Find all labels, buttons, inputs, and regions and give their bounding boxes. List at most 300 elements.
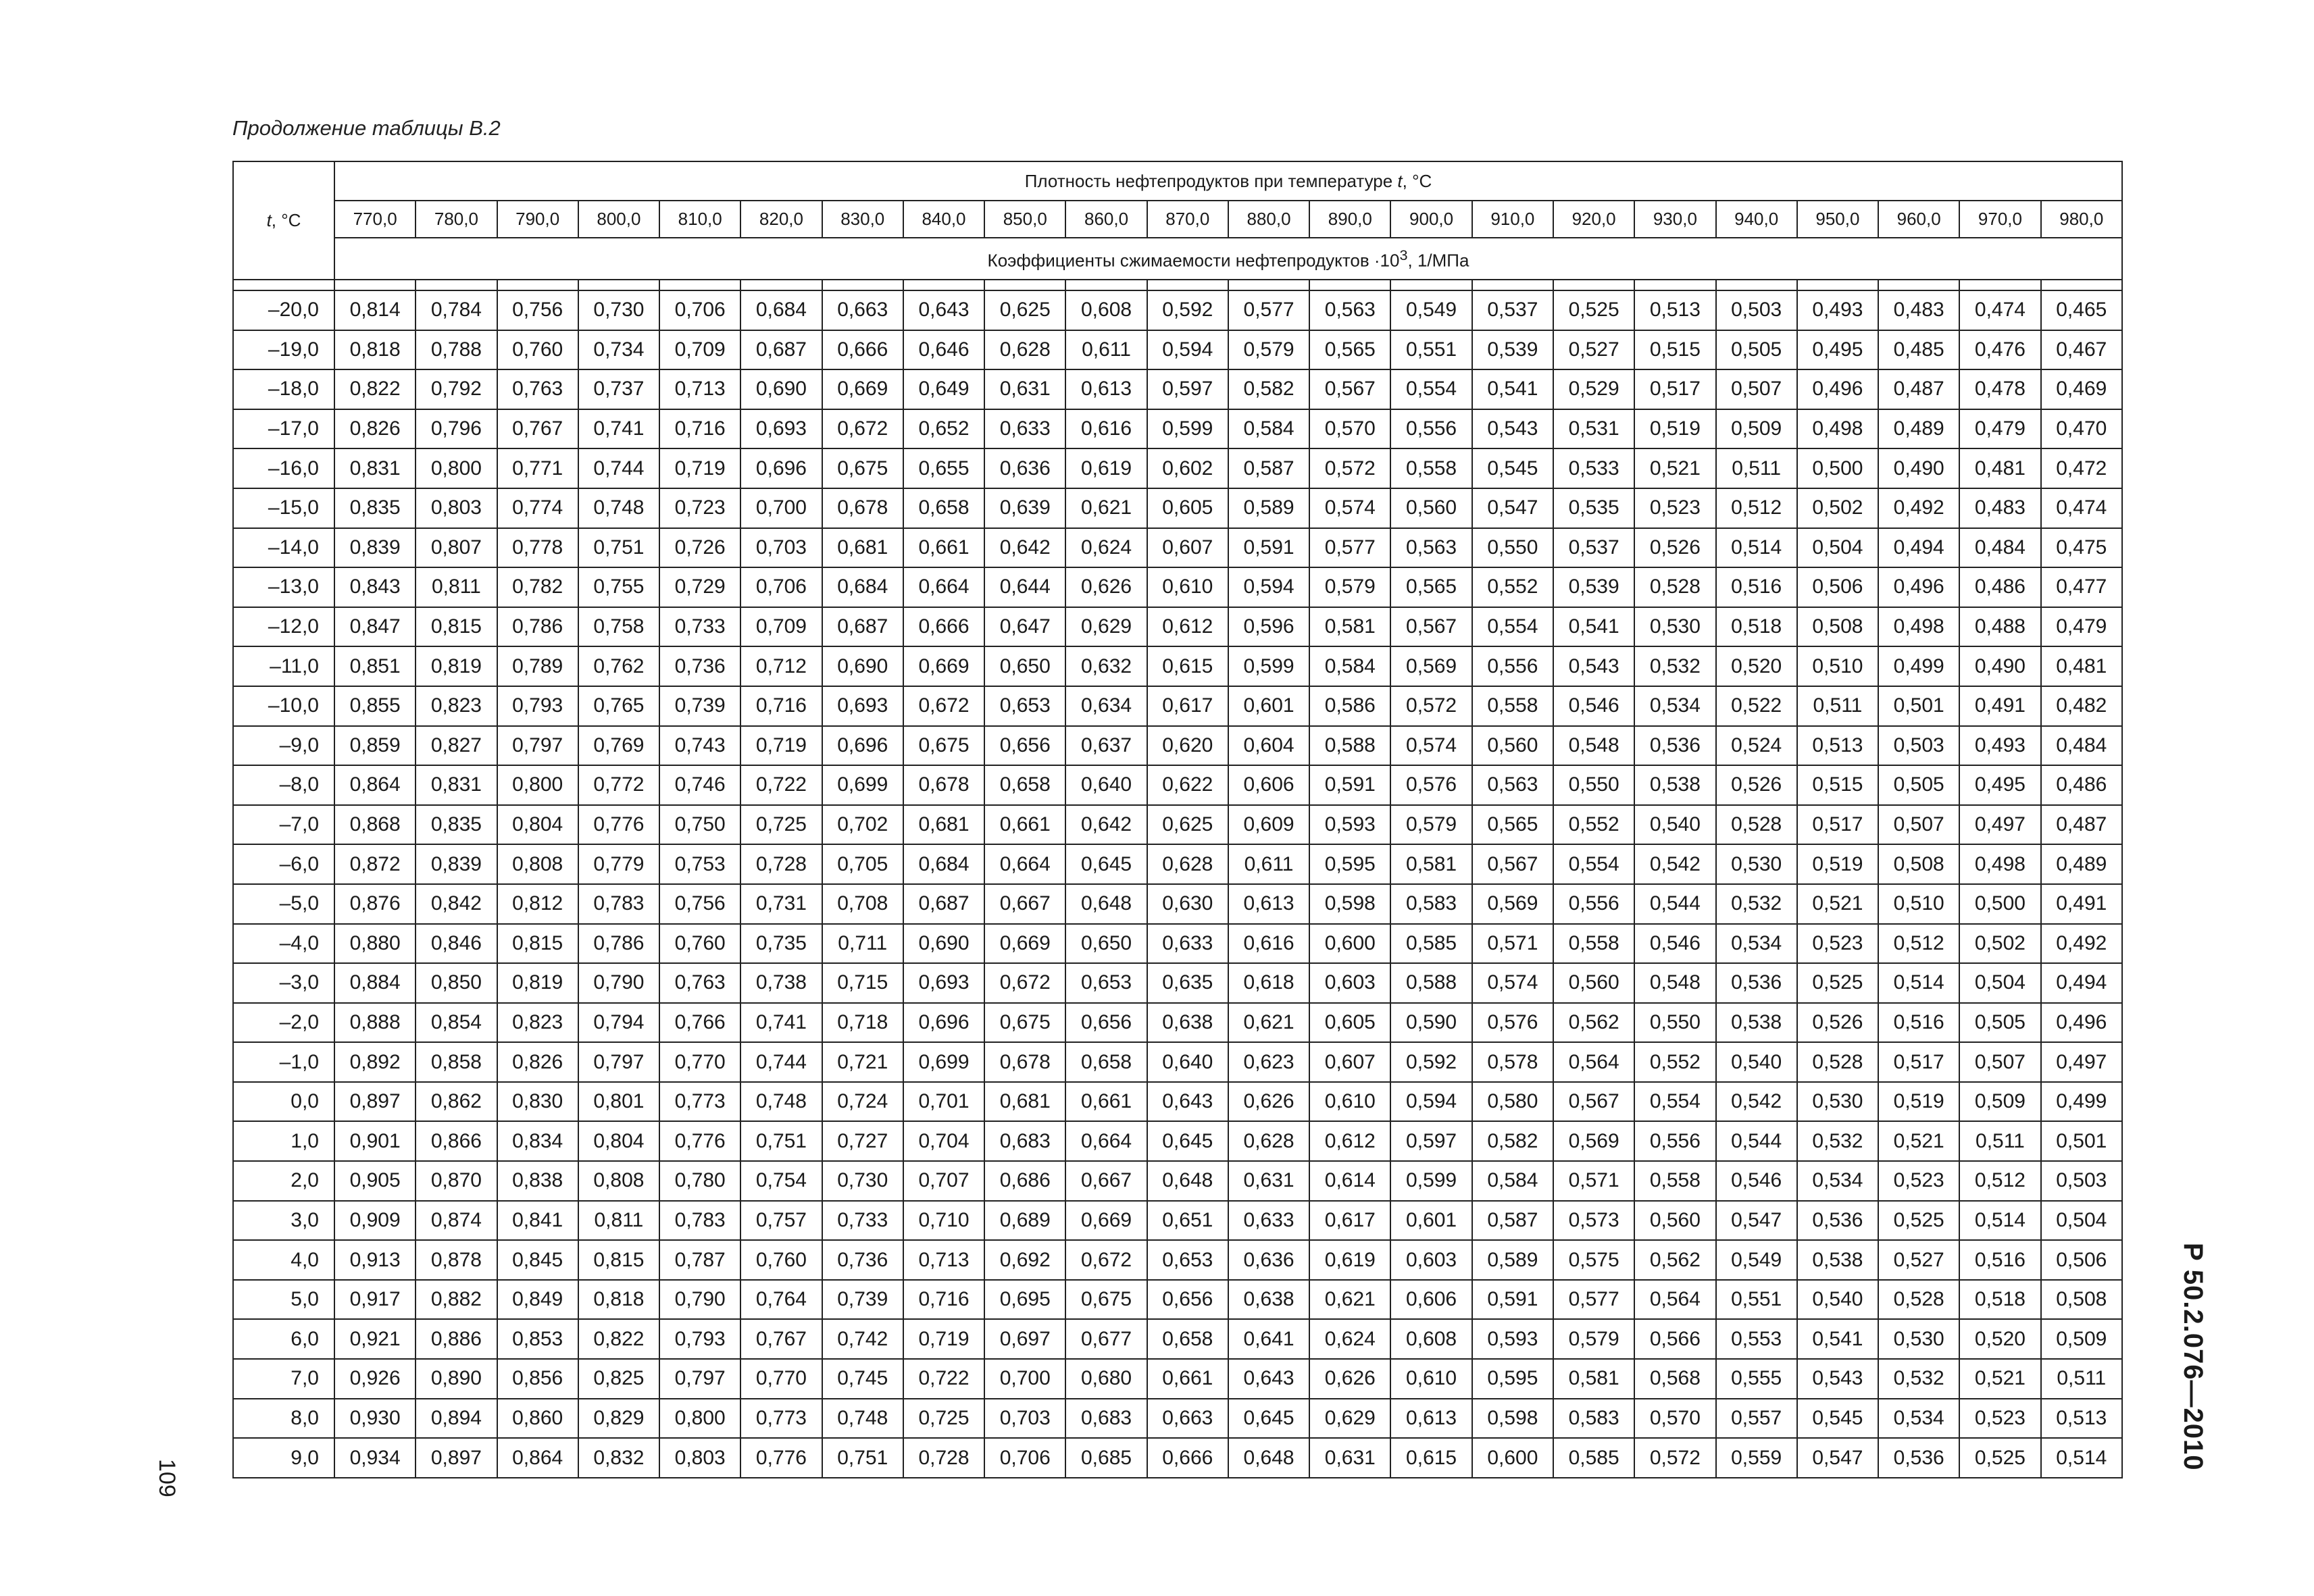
separator-cell (740, 280, 822, 290)
coefficient-cell: 0,496 (2041, 1003, 2122, 1043)
coefficient-cell: 0,675 (1065, 1280, 1147, 1320)
coefficient-cell: 0,733 (659, 607, 740, 647)
coefficient-cell: 0,741 (578, 409, 659, 449)
coefficient-cell: 0,681 (903, 805, 984, 845)
coefficient-cell: 0,494 (2041, 963, 2122, 1003)
temperature-cell: –13,0 (233, 567, 334, 607)
coefficient-cell: 0,565 (1472, 805, 1553, 845)
coefficient-cell: 0,884 (334, 963, 416, 1003)
coefficient-cell: 0,888 (334, 1003, 416, 1043)
temperature-cell: –10,0 (233, 686, 334, 726)
coefficient-cell: 0,864 (497, 1438, 578, 1478)
temperature-cell: –20,0 (233, 290, 334, 330)
coefficient-cell: 0,681 (822, 528, 903, 568)
table-row (233, 1280, 2122, 1320)
coefficient-cell: 0,508 (1797, 607, 1878, 647)
table-row (233, 963, 2122, 1003)
coefficient-cell: 0,574 (1309, 488, 1390, 528)
coefficient-cell: 0,770 (659, 1042, 740, 1082)
coefficient-cell: 0,631 (1228, 1161, 1309, 1201)
coefficient-cell: 0,730 (578, 290, 659, 330)
coefficient-cell: 0,808 (497, 844, 578, 884)
coefficient-cell: 0,506 (2041, 1240, 2122, 1280)
coefficient-cell: 0,564 (1634, 1280, 1715, 1320)
coefficient-cell: 0,507 (1878, 805, 1959, 845)
coefficient-cell: 0,596 (1228, 607, 1309, 647)
coefficient-cell: 0,633 (1228, 1201, 1309, 1241)
coefficient-cell: 0,719 (740, 726, 822, 766)
coefficient-cell: 0,510 (1797, 646, 1878, 686)
coefficient-cell: 0,511 (2041, 1359, 2122, 1399)
table-row (233, 844, 2122, 884)
coefficient-cell: 0,581 (1309, 607, 1390, 647)
coefficient-cell: 0,765 (578, 686, 659, 726)
coefficient-cell: 0,550 (1472, 528, 1553, 568)
coefficient-cell: 0,843 (334, 567, 416, 607)
coefficient-cell: 0,628 (984, 330, 1065, 370)
coefficient-cell: 0,690 (740, 369, 822, 409)
coefficient-cell: 0,486 (1959, 567, 2040, 607)
coefficient-cell: 0,492 (1878, 488, 1959, 528)
coefficient-cell: 0,594 (1147, 330, 1228, 370)
coefficient-cell: 0,560 (1472, 726, 1553, 766)
coefficient-cell: 0,536 (1716, 963, 1797, 1003)
coefficient-cell: 0,829 (578, 1399, 659, 1439)
coefficient-cell: 0,511 (1797, 686, 1878, 726)
coefficient-cell: 0,686 (984, 1161, 1065, 1201)
coefficient-cell: 0,599 (1228, 646, 1309, 686)
table-row (233, 1399, 2122, 1439)
coefficient-cell: 0,757 (740, 1201, 822, 1241)
coefficient-cell: 0,519 (1634, 409, 1715, 449)
coefficient-cell: 0,520 (1716, 646, 1797, 686)
coefficient-cell: 0,784 (416, 290, 497, 330)
coefficient-cell: 0,472 (2041, 448, 2122, 488)
coefficient-cell: 0,587 (1228, 448, 1309, 488)
density-value: 830,0 (822, 201, 903, 238)
coefficient-cell: 0,564 (1553, 1042, 1634, 1082)
coefficient-cell: 0,779 (578, 844, 659, 884)
coefficient-cell: 0,577 (1228, 290, 1309, 330)
table-row (233, 1161, 2122, 1201)
coefficient-cell: 0,626 (1228, 1082, 1309, 1122)
coefficient-cell: 0,598 (1309, 884, 1390, 924)
coefficient-cell: 0,571 (1472, 924, 1553, 964)
coefficient-cell: 0,880 (334, 924, 416, 964)
coefficient-cell: 0,870 (416, 1161, 497, 1201)
coefficient-cell: 0,628 (1228, 1121, 1309, 1161)
coefficient-cell: 0,608 (1390, 1319, 1472, 1359)
coefficient-cell: 0,835 (334, 488, 416, 528)
coefficient-cell: 0,613 (1065, 369, 1147, 409)
coefficient-cell: 0,527 (1553, 330, 1634, 370)
coefficient-cell: 0,528 (1716, 805, 1797, 845)
coefficient-cell: 0,644 (984, 567, 1065, 607)
coefficient-cell: 0,613 (1228, 884, 1309, 924)
coefficient-cell: 0,523 (1959, 1399, 2040, 1439)
coefficient-cell: 0,661 (903, 528, 984, 568)
coefficient-cell: 0,664 (984, 844, 1065, 884)
coefficient-cell: 0,562 (1634, 1240, 1715, 1280)
density-value: 970,0 (1959, 201, 2040, 238)
coefficient-cell: 0,678 (822, 488, 903, 528)
coefficient-cell: 0,780 (659, 1161, 740, 1201)
coefficient-cell: 0,499 (1878, 646, 1959, 686)
coefficient-cell: 0,675 (984, 1003, 1065, 1043)
coefficient-cell: 0,638 (1228, 1280, 1309, 1320)
coefficient-cell: 0,756 (497, 290, 578, 330)
temperature-cell: –17,0 (233, 409, 334, 449)
coefficient-cell: 0,878 (416, 1240, 497, 1280)
coefficient-cell: 0,545 (1472, 448, 1553, 488)
coefficient-cell: 0,625 (984, 290, 1065, 330)
table-row (233, 1003, 2122, 1043)
coefficient-cell: 0,704 (903, 1121, 984, 1161)
table-row (233, 528, 2122, 568)
separator-cell (233, 280, 334, 290)
coefficient-cell: 0,666 (1147, 1438, 1228, 1478)
coefficient-cell: 0,484 (2041, 726, 2122, 766)
coefficient-cell: 0,493 (1797, 290, 1878, 330)
temperature-cell: –2,0 (233, 1003, 334, 1043)
coefficient-cell: 0,797 (659, 1359, 740, 1399)
coefficient-cell: 0,653 (984, 686, 1065, 726)
coefficient-cell: 0,490 (1878, 448, 1959, 488)
coefficient-cell: 0,493 (1959, 726, 2040, 766)
coefficient-cell: 0,728 (740, 844, 822, 884)
coefficient-cell: 0,487 (1878, 369, 1959, 409)
temperature-cell: –4,0 (233, 924, 334, 964)
coefficient-cell: 0,576 (1472, 1003, 1553, 1043)
coefficient-cell: 0,546 (1634, 924, 1715, 964)
coefficient-cell: 0,692 (984, 1240, 1065, 1280)
coefficient-cell: 0,603 (1309, 963, 1390, 1003)
coefficient-cell: 0,834 (497, 1121, 578, 1161)
t-symbol: t (266, 210, 272, 230)
coefficient-cell: 0,588 (1390, 963, 1472, 1003)
coefficient-cell: 0,507 (1716, 369, 1797, 409)
coefficient-cell: 0,563 (1390, 528, 1472, 568)
coefficient-cell: 0,605 (1309, 1003, 1390, 1043)
separator-cell (2041, 280, 2122, 290)
coefficient-cell: 0,621 (1065, 488, 1147, 528)
temperature-cell: –15,0 (233, 488, 334, 528)
coefficient-cell: 0,525 (1878, 1201, 1959, 1241)
coefficient-cell: 0,699 (903, 1042, 984, 1082)
coefficient-cell: 0,548 (1553, 726, 1634, 766)
coefficient-cell: 0,760 (659, 924, 740, 964)
coefficient-cell: 0,648 (1147, 1161, 1228, 1201)
coefficient-cell: 0,542 (1634, 844, 1715, 884)
coefficient-cell: 0,639 (984, 488, 1065, 528)
coefficient-cell: 0,766 (659, 1003, 740, 1043)
coefficient-cell: 0,584 (1472, 1161, 1553, 1201)
coefficient-cell: 0,812 (497, 884, 578, 924)
separator-cell (497, 280, 578, 290)
table-row (233, 1121, 2122, 1161)
coefficient-cell: 0,822 (578, 1319, 659, 1359)
coefficient-cell: 0,607 (1147, 528, 1228, 568)
temperature-cell: –12,0 (233, 607, 334, 647)
coefficient-cell: 0,495 (1959, 765, 2040, 805)
coefficient-cell: 0,783 (578, 884, 659, 924)
coefficient-cell: 0,538 (1716, 1003, 1797, 1043)
coefficient-cell: 0,677 (1065, 1319, 1147, 1359)
coefficient-cell: 0,661 (1147, 1359, 1228, 1399)
coefficient-cell: 0,901 (334, 1121, 416, 1161)
coefficient-cell: 0,601 (1228, 686, 1309, 726)
coefficient-cell: 0,640 (1147, 1042, 1228, 1082)
coefficient-cell: 0,842 (416, 884, 497, 924)
coefficient-cell: 0,577 (1309, 528, 1390, 568)
density-value: 900,0 (1390, 201, 1472, 238)
coefficient-cell: 0,647 (984, 607, 1065, 647)
coefficient-cell: 0,530 (1634, 607, 1715, 647)
table-caption: Продолжение таблицы В.2 (232, 116, 501, 140)
temperature-cell: 0,0 (233, 1082, 334, 1122)
coefficient-cell: 0,588 (1309, 726, 1390, 766)
coefficient-cell: 0,800 (659, 1399, 740, 1439)
coefficient-cell: 0,669 (1065, 1201, 1147, 1241)
separator-cell (578, 280, 659, 290)
coefficient-cell: 0,815 (497, 924, 578, 964)
coefficient-cell: 0,582 (1228, 369, 1309, 409)
density-value: 930,0 (1634, 201, 1715, 238)
coefficient-cell: 0,605 (1147, 488, 1228, 528)
coefficient-cell: 0,690 (903, 924, 984, 964)
coefficient-cell: 0,624 (1065, 528, 1147, 568)
coefficient-cell: 0,517 (1878, 1042, 1959, 1082)
coefficient-cell: 0,658 (1065, 1042, 1147, 1082)
coefficient-cell: 0,579 (1228, 330, 1309, 370)
temperature-cell: –6,0 (233, 844, 334, 884)
coefficient-cell: 0,577 (1553, 1280, 1634, 1320)
coefficient-cell: 0,489 (2041, 844, 2122, 884)
coefficient-cell: 0,560 (1553, 963, 1634, 1003)
coefficient-cell: 0,815 (416, 607, 497, 647)
coefficient-cell: 0,767 (497, 409, 578, 449)
coefficient-cell: 0,568 (1634, 1359, 1715, 1399)
table-row (233, 488, 2122, 528)
coefficient-cell: 0,526 (1634, 528, 1715, 568)
coefficient-cell: 0,518 (1716, 607, 1797, 647)
coefficient-cell: 0,818 (578, 1280, 659, 1320)
coefficient-cell: 0,643 (903, 290, 984, 330)
density-value: 810,0 (659, 201, 740, 238)
coefficient-cell: 0,819 (497, 963, 578, 1003)
coefficient-cell: 0,584 (1309, 646, 1390, 686)
coefficient-cell: 0,496 (1878, 567, 1959, 607)
coefficient-cell: 0,491 (1959, 686, 2040, 726)
coefficient-cell: 0,523 (1878, 1161, 1959, 1201)
coefficient-cell: 0,864 (334, 765, 416, 805)
coefficient-cell: 0,651 (1147, 1201, 1228, 1241)
coefficient-cell: 0,758 (578, 607, 659, 647)
coefficient-cell: 0,725 (740, 805, 822, 845)
coefficient-cell: 0,827 (416, 726, 497, 766)
coefficient-cell: 0,554 (1472, 607, 1553, 647)
coefficient-cell: 0,610 (1390, 1359, 1472, 1399)
coefficient-cell: 0,643 (1228, 1359, 1309, 1399)
coefficient-cell: 0,518 (1959, 1280, 2040, 1320)
coefficient-cell: 0,790 (659, 1280, 740, 1320)
coefficient-cell: 0,597 (1390, 1121, 1472, 1161)
coefficient-cell: 0,826 (334, 409, 416, 449)
temperature-cell: 4,0 (233, 1240, 334, 1280)
table-row (233, 1042, 2122, 1082)
coefficient-cell: 0,663 (1147, 1399, 1228, 1439)
density-header-suffix: , °С (1402, 170, 1432, 191)
coefficient-cell: 0,543 (1797, 1359, 1878, 1399)
coefficient-cell: 0,498 (1959, 844, 2040, 884)
coefficient-cell: 0,793 (659, 1319, 740, 1359)
coefficient-cell: 0,696 (822, 726, 903, 766)
temperature-cell: –5,0 (233, 884, 334, 924)
separator-cell (1309, 280, 1390, 290)
coefficient-cell: 0,729 (659, 567, 740, 607)
coefficient-cell: 0,513 (1634, 290, 1715, 330)
coefficient-cell: 0,703 (984, 1399, 1065, 1439)
coefficient-cell: 0,797 (578, 1042, 659, 1082)
density-value: 920,0 (1553, 201, 1634, 238)
coefficient-cell: 0,713 (659, 369, 740, 409)
coefficient-cell: 0,509 (1716, 409, 1797, 449)
coefficient-cell: 0,579 (1309, 567, 1390, 607)
coefficient-cell: 0,625 (1147, 805, 1228, 845)
coefficient-cell: 0,790 (578, 963, 659, 1003)
coefficient-cell: 0,849 (497, 1280, 578, 1320)
coefficient-cell: 0,744 (578, 448, 659, 488)
page-number: 109 (154, 1459, 180, 1497)
coefficient-cell: 0,826 (497, 1042, 578, 1082)
table-row (233, 330, 2122, 370)
table-row (233, 1240, 2122, 1280)
coefficient-cell: 0,860 (497, 1399, 578, 1439)
coefficient-cell: 0,591 (1228, 528, 1309, 568)
coefficient-cell: 0,488 (1959, 607, 2040, 647)
coefficient-cell: 0,856 (497, 1359, 578, 1399)
coefficient-cell: 0,581 (1553, 1359, 1634, 1399)
coefficient-cell: 0,538 (1797, 1240, 1878, 1280)
coefficient-cell: 0,576 (1390, 765, 1472, 805)
temperature-cell: –14,0 (233, 528, 334, 568)
coefficient-cell: 0,511 (1959, 1121, 2040, 1161)
coefficient-cell: 0,796 (416, 409, 497, 449)
coefficient-cell: 0,593 (1309, 805, 1390, 845)
coefficient-cell: 0,658 (903, 488, 984, 528)
coefficient-cell: 0,560 (1390, 488, 1472, 528)
coefficient-cell: 0,687 (822, 607, 903, 647)
coefficient-cell: 0,663 (822, 290, 903, 330)
coefficient-cell: 0,539 (1553, 567, 1634, 607)
coefficient-cell: 0,489 (1878, 409, 1959, 449)
coefficient-cell: 0,723 (659, 488, 740, 528)
coefficient-cell: 0,851 (334, 646, 416, 686)
coefficient-cell: 0,599 (1390, 1161, 1472, 1201)
separator-cell (822, 280, 903, 290)
coefficient-cell: 0,593 (1472, 1319, 1553, 1359)
coefficient-cell: 0,722 (740, 765, 822, 805)
coefficient-cell: 0,514 (2041, 1438, 2122, 1478)
coefficient-cell: 0,621 (1309, 1280, 1390, 1320)
coefficient-cell: 0,497 (2041, 1042, 2122, 1082)
coefficient-cell: 0,742 (822, 1319, 903, 1359)
coefficient-cell: 0,519 (1797, 844, 1878, 884)
coefficient-cell: 0,623 (1228, 1042, 1309, 1082)
coefficient-cell: 0,718 (822, 1003, 903, 1043)
coefficient-cell: 0,645 (1065, 844, 1147, 884)
coefficient-cell: 0,616 (1065, 409, 1147, 449)
temperature-cell: –7,0 (233, 805, 334, 845)
coefficient-cell: 0,839 (334, 528, 416, 568)
coefficient-cell: 0,521 (1878, 1121, 1959, 1161)
coefficient-cell: 0,782 (497, 567, 578, 607)
coefficient-cell: 0,612 (1309, 1121, 1390, 1161)
coefficient-cell: 0,672 (984, 963, 1065, 1003)
coefficient-cell: 0,748 (740, 1082, 822, 1122)
coefficient-cell: 0,854 (416, 1003, 497, 1043)
coefficient-cell: 0,521 (1959, 1359, 2040, 1399)
coefficient-cell: 0,534 (1797, 1161, 1878, 1201)
coefficient-cell: 0,678 (903, 765, 984, 805)
coefficient-cell: 0,533 (1553, 448, 1634, 488)
coefficient-cell: 0,728 (903, 1438, 984, 1478)
density-value: 910,0 (1472, 201, 1553, 238)
coefficient-cell: 0,513 (2041, 1399, 2122, 1439)
coefficient-cell: 0,859 (334, 726, 416, 766)
coefficient-cell: 0,638 (1147, 1003, 1228, 1043)
coefficient-cell: 0,532 (1797, 1121, 1878, 1161)
coefficient-cell: 0,678 (984, 1042, 1065, 1082)
coefficient-cell: 0,562 (1553, 1003, 1634, 1043)
coefficient-cell: 0,470 (2041, 409, 2122, 449)
coefficient-cell: 0,650 (984, 646, 1065, 686)
coefficient-cell: 0,776 (578, 805, 659, 845)
coefficient-cell: 0,554 (1634, 1082, 1715, 1122)
coefficient-cell: 0,649 (903, 369, 984, 409)
coefficient-cell: 0,819 (416, 646, 497, 686)
coefficient-cell: 0,523 (1797, 924, 1878, 964)
coefficient-cell: 0,913 (334, 1240, 416, 1280)
coefficient-cell: 0,738 (740, 963, 822, 1003)
coefficient-cell: 0,543 (1472, 409, 1553, 449)
coefficient-cell: 0,763 (659, 963, 740, 1003)
temperature-cell: –11,0 (233, 646, 334, 686)
coefficient-cell: 0,528 (1797, 1042, 1878, 1082)
coefficient-cell: 0,726 (659, 528, 740, 568)
coefficient-cell: 0,847 (334, 607, 416, 647)
coefficient-cell: 0,532 (1634, 646, 1715, 686)
coefficient-cell: 0,583 (1553, 1399, 1634, 1439)
coefficient-cell: 0,603 (1390, 1240, 1472, 1280)
coefficient-cell: 0,808 (578, 1161, 659, 1201)
coefficient-cell: 0,479 (1959, 409, 2040, 449)
coefficient-cell: 0,539 (1472, 330, 1553, 370)
temperature-cell: –9,0 (233, 726, 334, 766)
density-header-t: t (1397, 170, 1403, 191)
coefficient-cell: 0,629 (1065, 607, 1147, 647)
coefficient-cell: 0,648 (1065, 884, 1147, 924)
coefficient-cell: 0,600 (1472, 1438, 1553, 1478)
table-row (233, 567, 2122, 607)
coefficient-cell: 0,811 (416, 567, 497, 607)
separator-cell (416, 280, 497, 290)
coefficient-cell: 0,609 (1228, 805, 1309, 845)
coefficient-cell: 0,526 (1797, 1003, 1878, 1043)
coefficient-cell: 0,672 (822, 409, 903, 449)
temperature-cell: –18,0 (233, 369, 334, 409)
coefficient-cell: 0,706 (740, 567, 822, 607)
